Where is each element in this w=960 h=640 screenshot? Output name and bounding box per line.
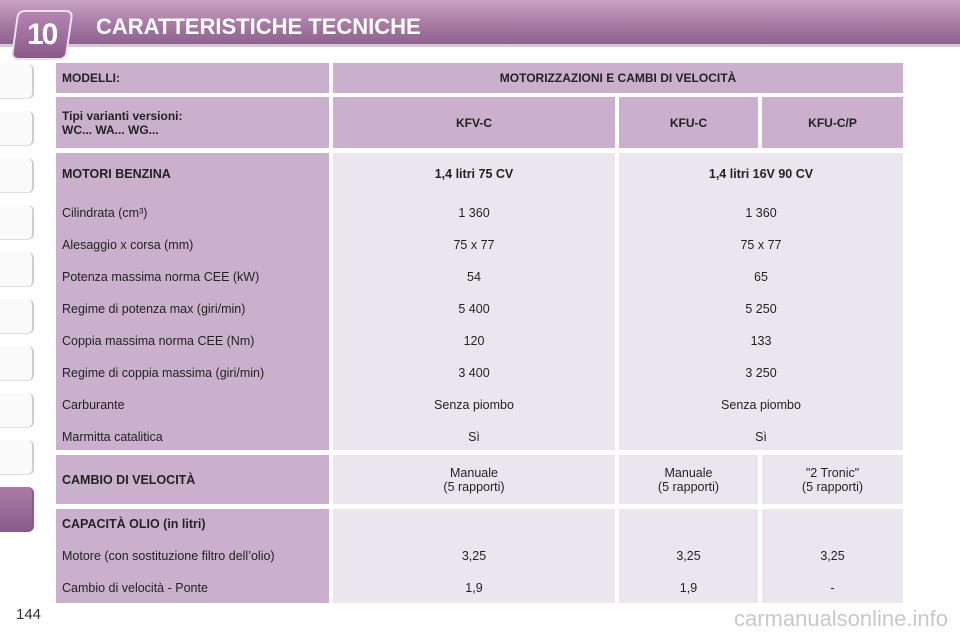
gearbox-title: CAMBIO DI VELOCITÀ: [62, 473, 196, 487]
side-tab[interactable]: [0, 205, 34, 240]
gearbox-type: Manuale: [450, 466, 498, 480]
spec-value: 1 360: [745, 206, 777, 220]
models-label: MODELLI:: [62, 71, 120, 85]
oil-value: 3,25: [820, 549, 845, 563]
variant-kfu-c: KFU-C: [669, 116, 708, 130]
spec-value: 3 250: [745, 366, 777, 380]
spec-label: Coppia massima norma CEE (Nm): [62, 334, 255, 348]
variants-label-cell: [56, 97, 329, 148]
engine-75cv-title: 1,4 litri 75 CV: [434, 167, 514, 181]
side-tab[interactable]: [0, 393, 34, 428]
gearbox-label-cell: [56, 455, 329, 504]
spec-value: Senza piombo: [721, 398, 801, 412]
spec-label: Regime di potenza max (giri/min): [62, 302, 246, 316]
spec-label: Carburante: [62, 398, 125, 412]
spec-value: 133: [750, 334, 772, 348]
spec-label: Regime di coppia massima (giri/min): [62, 366, 265, 380]
gearbox-ratios: (5 rapporti): [657, 480, 720, 494]
variant-cell: [762, 97, 903, 148]
side-tabs: [0, 64, 34, 544]
spec-value: 120: [463, 334, 485, 348]
variants-label-line2: WC... WA... WG...: [62, 123, 159, 137]
page-number: 144: [16, 606, 42, 623]
engine-90cv-title: 1,4 litri 16V 90 CV: [708, 167, 814, 181]
spec-value: 75 x 77: [453, 238, 495, 252]
side-tab[interactable]: [0, 252, 34, 287]
spec-label: Cilindrata (cm³): [62, 206, 148, 220]
spec-label: Marmitta catalitica: [62, 430, 163, 444]
oil-value-cell: [762, 509, 903, 603]
oil-title: CAPACITÀ OLIO (in litri): [62, 517, 206, 531]
variant-kfv-c: KFV-C: [456, 116, 492, 130]
side-tab[interactable]: [0, 64, 34, 99]
engines-header-cell: [333, 63, 903, 93]
gearbox-ratios: (5 rapporti): [801, 480, 864, 494]
gearbox-ratios: (5 rapporti): [443, 480, 505, 494]
gearbox-value-cell: [619, 455, 758, 504]
chapter-badge: [10, 10, 73, 60]
oil-value: -: [830, 581, 835, 595]
engine-75cv-cell: [333, 153, 615, 450]
side-tab[interactable]: [0, 299, 34, 334]
gearbox-type: Manuale: [664, 466, 713, 480]
gearbox-value-cell: [333, 455, 615, 504]
oil-value-cell: [619, 509, 758, 603]
spec-value: Senza piombo: [434, 398, 514, 412]
models-label-cell: [56, 63, 329, 93]
variant-cell: [619, 97, 758, 148]
variant-kfu-c-p: KFU-C/P: [808, 116, 857, 130]
spec-value: 54: [467, 270, 481, 284]
oil-value: 1,9: [465, 581, 483, 595]
chapter-number: 10: [27, 18, 57, 51]
oil-value-cell: [333, 509, 615, 603]
spec-value: Sì: [468, 430, 480, 444]
spec-value: 5 400: [458, 302, 490, 316]
variants-label-line1: Tipi varianti versioni:: [62, 109, 183, 123]
spec-value: 5 250: [745, 302, 777, 316]
side-tab[interactable]: [0, 440, 34, 475]
watermark: carmanualsonline.info: [733, 606, 948, 631]
oil-labels-cell: [56, 509, 329, 603]
spec-value: 3 400: [458, 366, 490, 380]
oil-label: Motore (con sostituzione filtro dell’olio): [62, 549, 275, 563]
oil-value: 3,25: [676, 549, 701, 563]
side-tab[interactable]: [0, 111, 34, 146]
variant-cell: [333, 97, 615, 148]
side-tab[interactable]: [0, 158, 34, 193]
petrol-title: MOTORI BENZINA: [62, 167, 171, 181]
engine-90cv-cell: [619, 153, 903, 450]
spec-value: Sì: [755, 430, 767, 444]
spec-value: 75 x 77: [740, 238, 782, 252]
engines-header: MOTORIZZAZIONI E CAMBI DI VELOCITÀ: [499, 71, 737, 85]
side-tab[interactable]: [0, 346, 34, 381]
spec-value: 65: [754, 270, 768, 284]
spec-label: Potenza massima norma CEE (kW): [62, 270, 260, 284]
side-tab-active[interactable]: [0, 487, 34, 532]
gearbox-type: "2 Tronic": [805, 466, 860, 480]
page-title: CARATTERISTICHE TECNICHE: [96, 14, 421, 39]
gearbox-value-cell: [762, 455, 903, 504]
spec-label: Alesaggio x corsa (mm): [62, 238, 194, 252]
spec-value: 1 360: [458, 206, 490, 220]
oil-value: 3,25: [461, 549, 487, 563]
oil-value: 1,9: [679, 581, 698, 595]
petrol-labels-cell: [56, 153, 329, 450]
oil-label: Cambio di velocità - Ponte: [62, 581, 208, 595]
